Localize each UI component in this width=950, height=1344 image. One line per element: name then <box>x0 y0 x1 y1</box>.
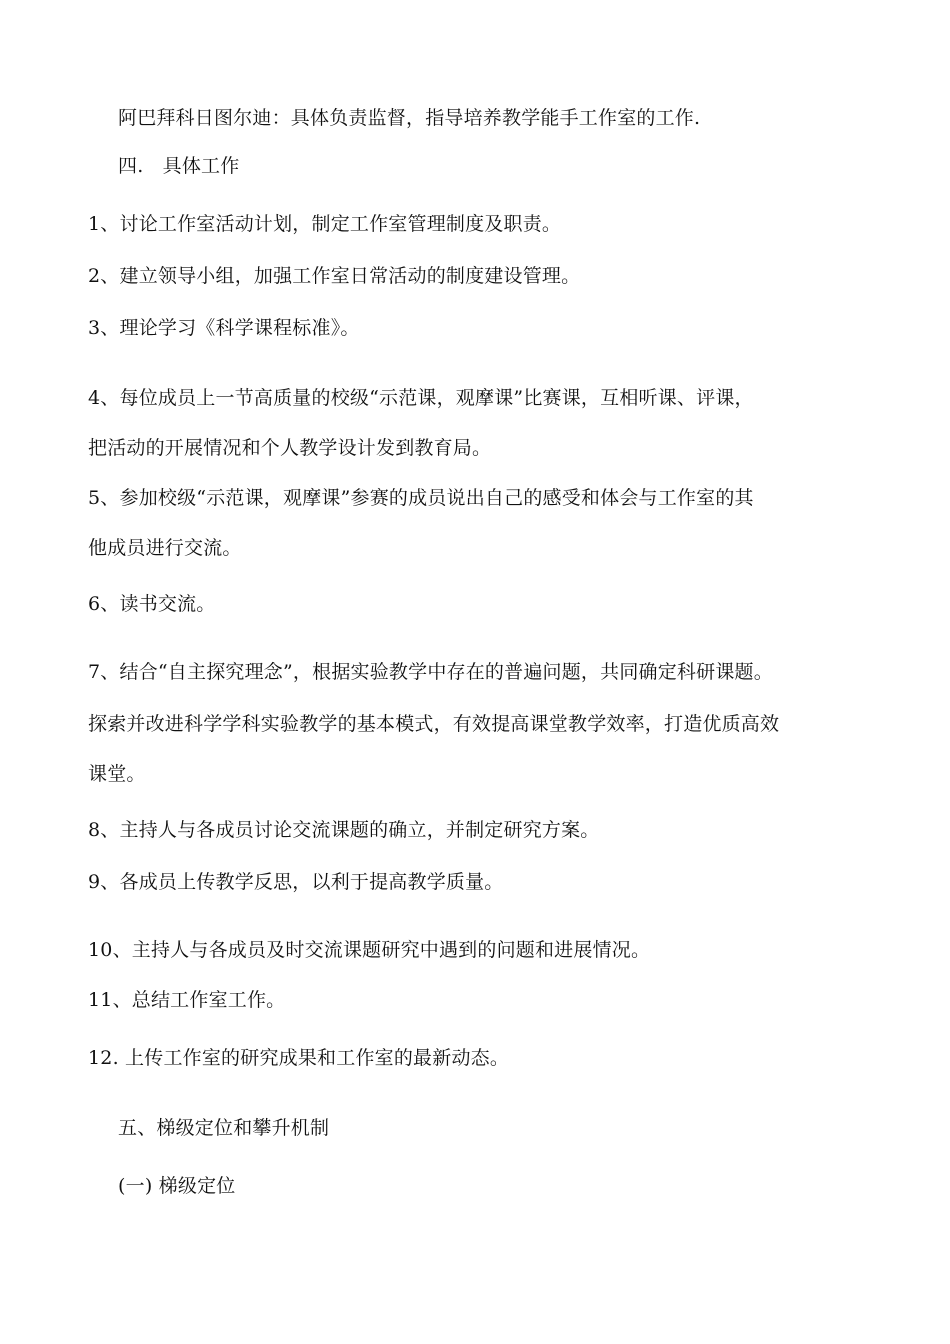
list-item: 7、结合“自主探究理念”，根据实验教学中存在的普遍问题，共同确定科研课题。 <box>88 661 773 683</box>
supervisor-line: 阿巴拜科日图尔迪：具体负责监督，指导培养教学能手工作室的工作. <box>118 107 701 129</box>
list-item: 9、各成员上传教学反思，以利于提高教学质量。 <box>88 871 504 893</box>
list-item: 10、主持人与各成员及时交流课题研究中遇到的问题和进展情况。 <box>88 939 651 961</box>
list-item-continuation: 他成员进行交流。 <box>88 537 242 559</box>
list-item-continuation: 把活动的开展情况和个人教学设计发到教育局。 <box>88 437 492 459</box>
list-item: 11、总结工作室工作。 <box>88 989 286 1011</box>
list-item-continuation: 课堂。 <box>88 763 146 785</box>
list-item: 2、建立领导小组，加强工作室日常活动的制度建设管理。 <box>88 265 581 287</box>
list-item: 1、讨论工作室活动计划，制定工作室管理制度及职责。 <box>88 213 562 235</box>
subsection-heading: (一) 梯级定位 <box>118 1175 236 1197</box>
list-item: 8、主持人与各成员讨论交流课题的确立，并制定研究方案。 <box>88 819 600 841</box>
list-item-continuation: 探索并改进科学学科实验教学的基本模式，有效提高课堂教学效率，打造优质高效 <box>88 713 780 735</box>
list-item: 6、读书交流。 <box>88 593 216 615</box>
list-item: 3、理论学习《科学课程标准》。 <box>88 317 360 339</box>
list-item: 12. 上传工作室的研究成果和工作室的最新动态。 <box>88 1047 510 1069</box>
section-heading-4: 四. 具体工作 <box>118 155 240 177</box>
list-item: 4、每位成员上一节高质量的校级“示范课，观摩课”比赛课，互相听课、评课， <box>88 387 754 409</box>
list-item: 5、参加校级“示范课，观摩课”参赛的成员说出自己的感受和体会与工作室的其 <box>88 487 754 509</box>
section-heading-5: 五、梯级定位和攀升机制 <box>118 1117 330 1139</box>
